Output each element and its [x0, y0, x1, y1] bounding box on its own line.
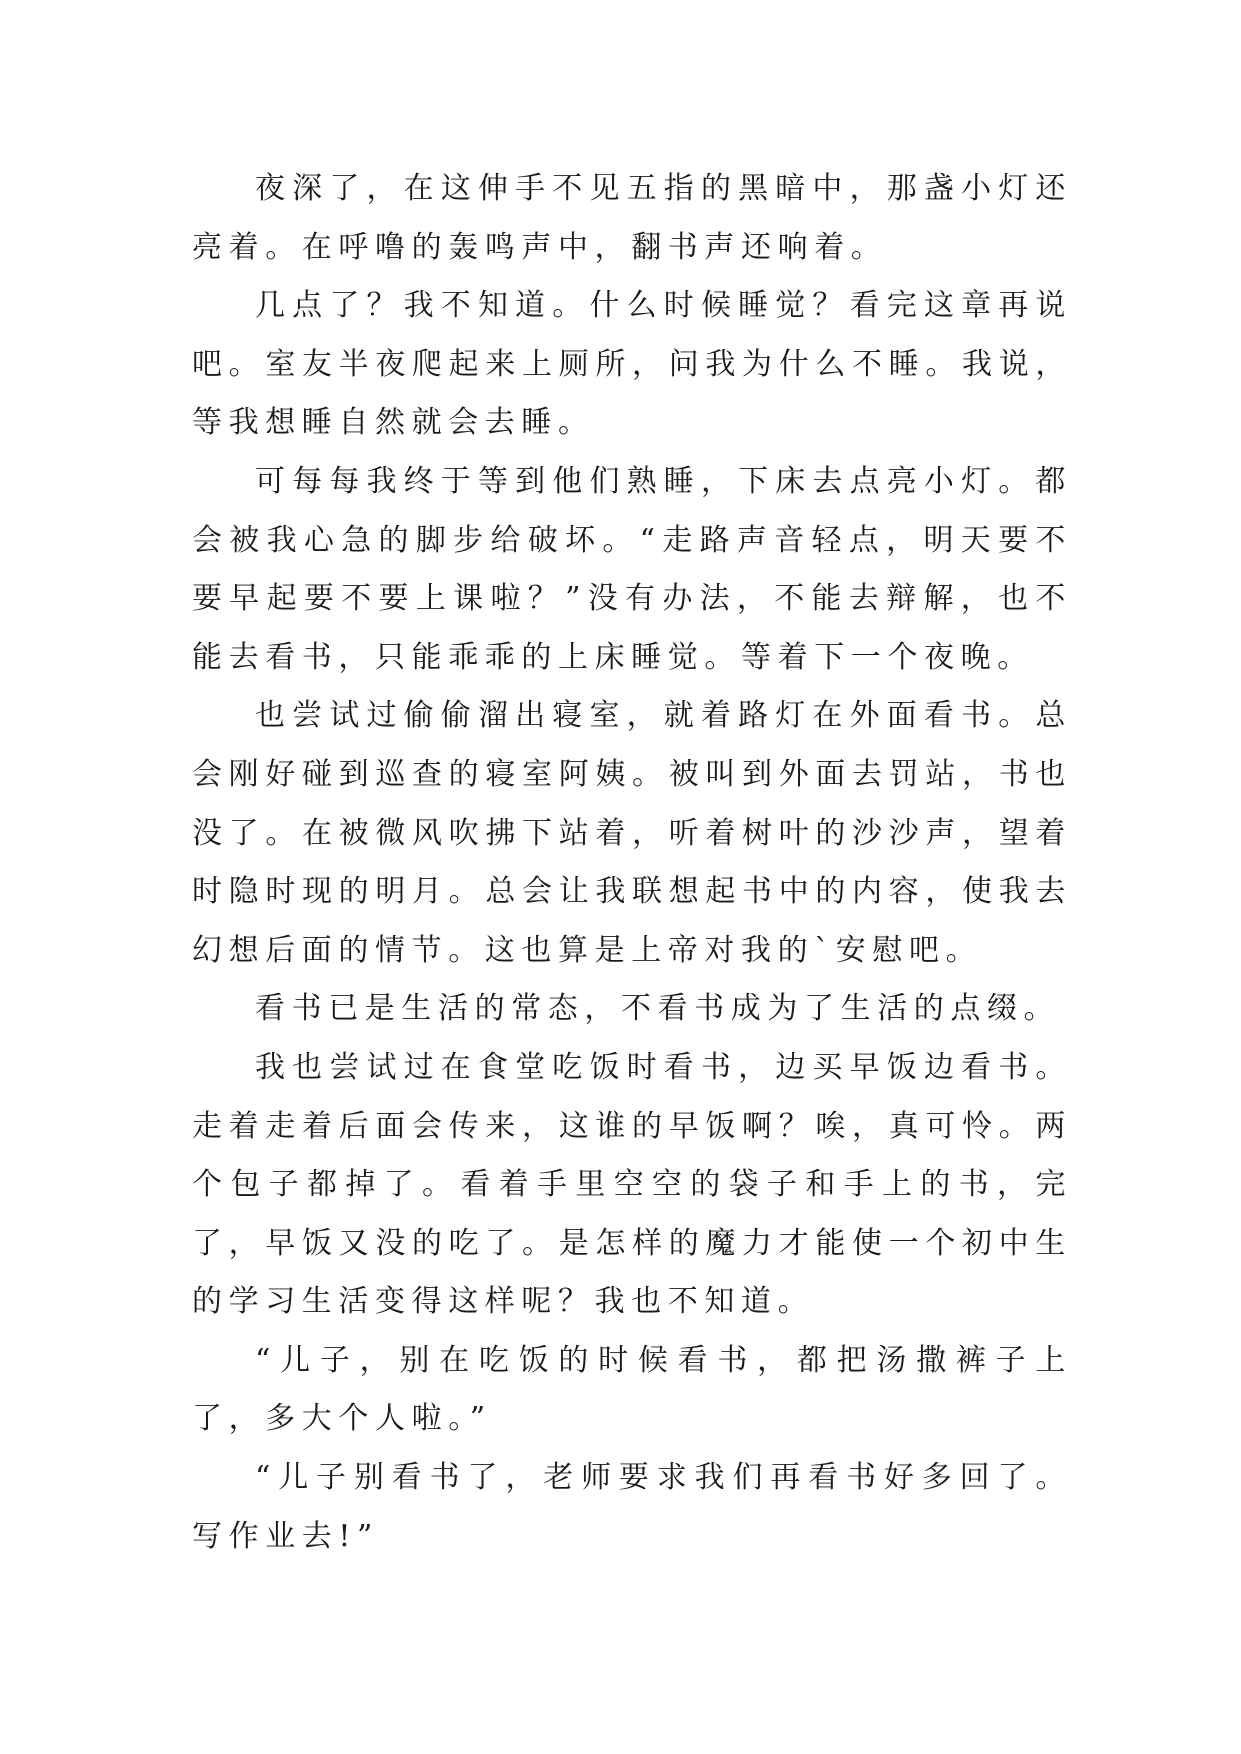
paragraph-8: “儿子别看书了，老师要求我们再看书好多回了。写作业去!”	[192, 1460, 1072, 1554]
paragraph-7: “儿子，别在吃饭的时候看书，都把汤撒裤子上了，多大个人啦。”	[192, 1342, 1072, 1437]
paragraph-6: 我也尝试过在食堂吃饭时看书，边买早饭边看书。走着走着后面会传来，这谁的早饭啊？唉，真可怜。两个包子都掉了。看着手里空空的袋子和手上的书，完了，早饭又没的吃了。是怎样的魔力才能使一个初中生的学习生活变得这样呢？我也不知道。	[192, 1049, 1072, 1320]
paragraph-3: 可每每我终于等到他们熟睡，下床去点亮小灯。都会被我心急的脚步给破坏。“走路声音轻点，明天要不要早起要不要上课啦？”没有办法，不能去辩解，也不能去看书，只能乖乖的上床睡觉。等着下一个夜晚。	[192, 463, 1072, 675]
paragraph-2: 几点了？我不知道。什么时候睡觉？看完这章再说吧。室友半夜爬起来上厕所，问我为什么不睡。我说，等我想睡自然就会去睡。	[192, 288, 1072, 441]
document-page	[192, 160, 1072, 1566]
paragraph-1: 夜深了，在这伸手不见五指的黑暗中，那盏小灯还亮着。在呼噜的轰鸣声中，翻书声还响着。	[192, 171, 1072, 265]
paragraph-5: 看书已是生活的常态，不看书成为了生活的点缀。	[255, 991, 1061, 1027]
paragraph-4: 也尝试过偷偷溜出寝室，就着路灯在外面看书。总会刚好碰到巡查的寝室阿姨。被叫到外面去罚站，书也没了。在被微风吹拂下站着，听着树叶的沙沙声，望着时隐时现的明月。总会让我联想起书中的内容，使我去幻想后面的情节。这也算是上帝对我的`安慰吧。	[192, 698, 1072, 968]
